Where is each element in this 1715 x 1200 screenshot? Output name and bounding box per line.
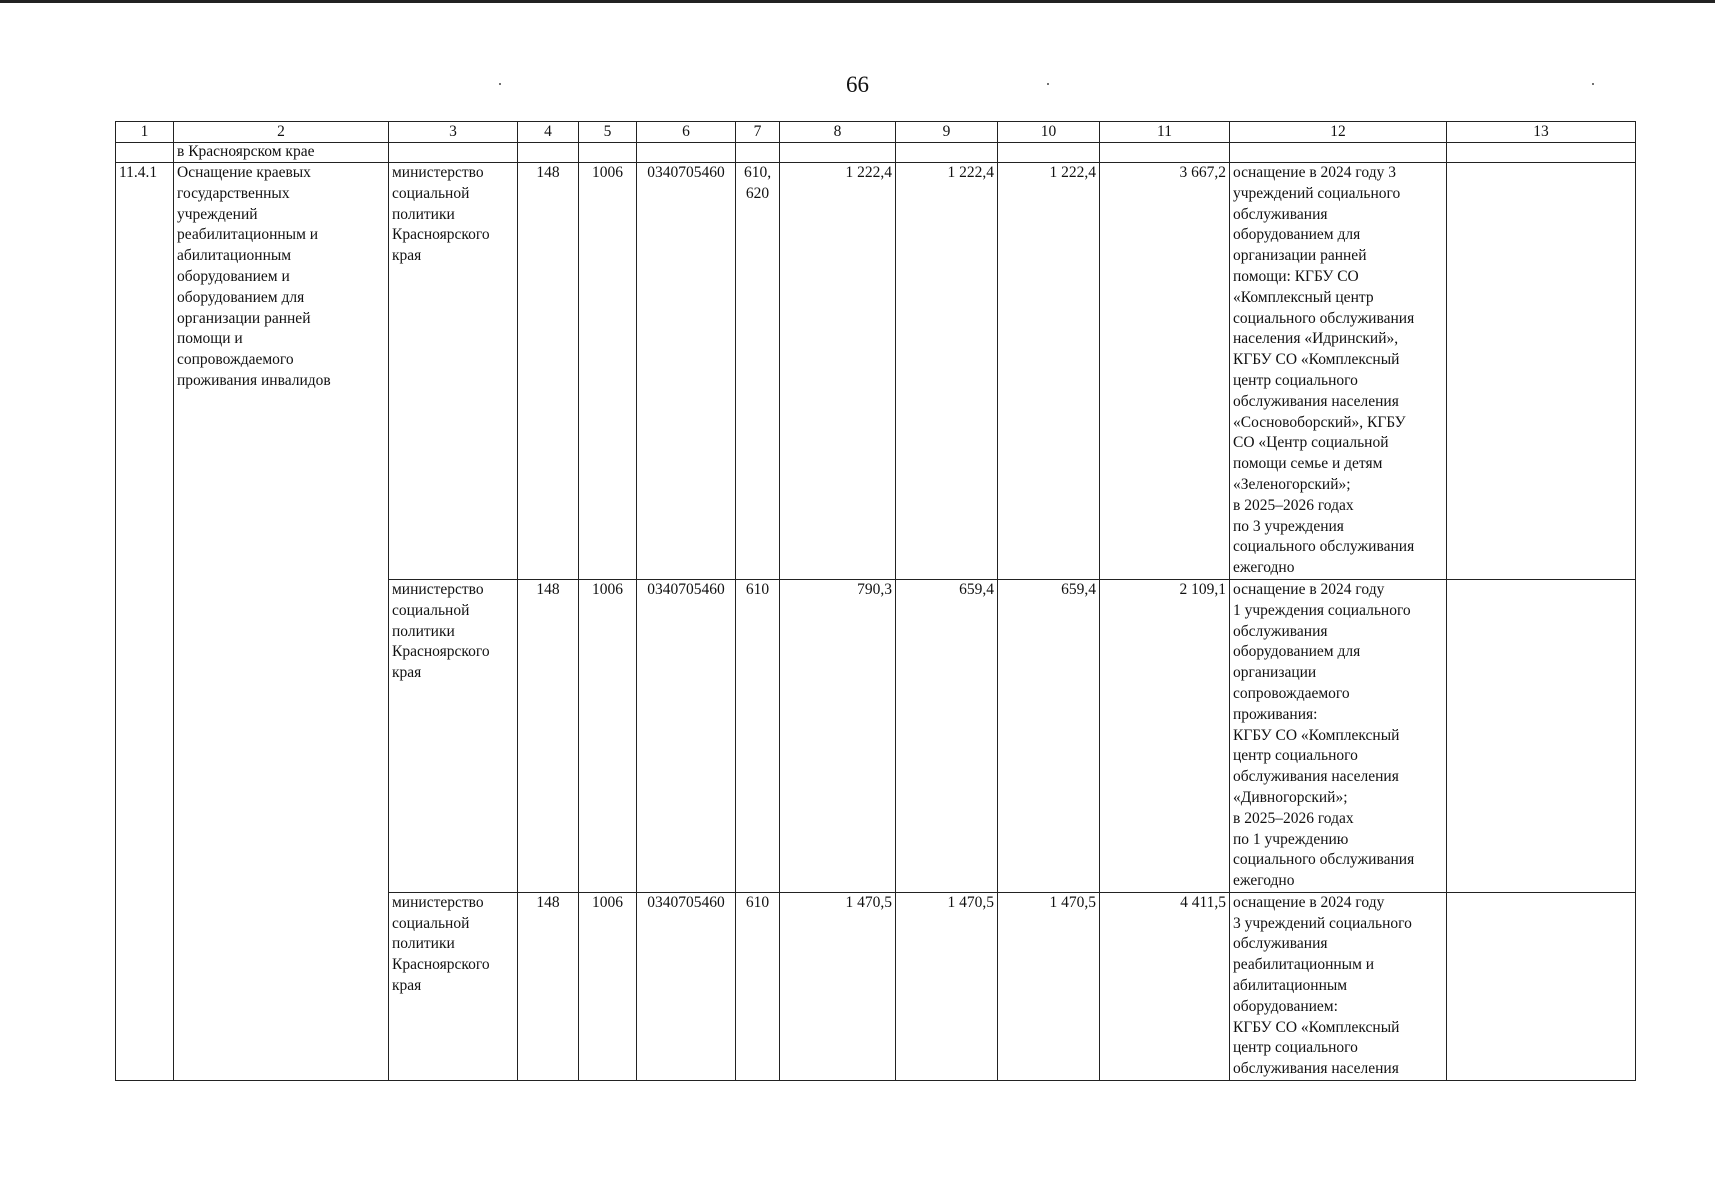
column-header: 10 <box>998 122 1100 143</box>
rzpr-cell: 1006 <box>579 579 637 892</box>
result-cell: оснащение в 2024 году 1 учреждения социального обслуживания оборудованием для организации сопровождаемого проживания: КГБУ СО «Комплексный центр социального обслуживания населения «Дивногорский»; в 2025–2026 годах по 1 учреждению социального обслуживания ежегодно <box>1230 579 1447 892</box>
result-cell: оснащение в 2024 году 3 учреждений социального обслуживания оборудованием для организации ранней помощи: КГБУ СО «Комплексный центр социального обслуживания населения «Идринский», КГБУ СО «Комплексный центр социального обслуживания населения «Сосновоборский», КГБУ СО «Центр социальной помощи семье и детям «Зеленогорский»; в 2025–2026 годах по 3 учреждения социального обслуживания ежегодно <box>1230 163 1447 580</box>
amount-total-cell: 2 109,1 <box>1100 579 1230 892</box>
column-header: 5 <box>579 122 637 143</box>
column-header: 6 <box>637 122 736 143</box>
amount-2024-cell: 1 470,5 <box>780 892 896 1080</box>
page-number: 66 <box>846 72 869 97</box>
csr-cell: 0340705460 <box>637 163 736 580</box>
grbs-cell: 148 <box>518 892 579 1080</box>
column-header: 7 <box>736 122 780 143</box>
column-header: 1 <box>116 122 174 143</box>
column-header: 8 <box>780 122 896 143</box>
column-header: 3 <box>389 122 518 143</box>
executor-cell: министерство социальной политики Красноярского края <box>389 163 518 580</box>
grbs-cell: 148 <box>518 163 579 580</box>
budget-table <box>115 121 1636 1081</box>
rzpr-cell: 1006 <box>579 163 637 580</box>
column-header: 11 <box>1100 122 1230 143</box>
grbs-cell: 148 <box>518 579 579 892</box>
column-header: 9 <box>896 122 998 143</box>
note-cell <box>1447 163 1636 580</box>
amount-2024-cell: 1 222,4 <box>780 163 896 580</box>
amount-2025-cell: 1 470,5 <box>896 892 998 1080</box>
note-cell <box>1447 892 1636 1080</box>
column-header: 2 <box>174 122 389 143</box>
executor-cell: министерство социальной политики Красноярского края <box>389 892 518 1080</box>
column-header: 13 <box>1447 122 1636 143</box>
csr-cell: 0340705460 <box>637 892 736 1080</box>
table-row <box>116 163 1636 580</box>
vr-cell: 610 <box>736 579 780 892</box>
result-cell: оснащение в 2024 году 3 учреждений социального обслуживания реабилитационным и абилитационным оборудованием: КГБУ СО «Комплексный центр социального обслуживания населения <box>1230 892 1447 1080</box>
continuation-text: в Красноярском крае <box>174 143 389 163</box>
vr-cell: 610 <box>736 892 780 1080</box>
vr-cell: 610, 620 <box>736 163 780 580</box>
column-header: 4 <box>518 122 579 143</box>
amount-2025-cell: 659,4 <box>896 579 998 892</box>
amount-2025-cell: 1 222,4 <box>896 163 998 580</box>
executor-cell: министерство социальной политики Красноярского края <box>389 579 518 892</box>
amount-total-cell: 4 411,5 <box>1100 892 1230 1080</box>
amount-total-cell: 3 667,2 <box>1100 163 1230 580</box>
csr-cell: 0340705460 <box>637 579 736 892</box>
amount-2026-cell: 1 222,4 <box>998 163 1100 580</box>
amount-2026-cell: 1 470,5 <box>998 892 1100 1080</box>
rzpr-cell: 1006 <box>579 892 637 1080</box>
item-title: Оснащение краевых государственных учреждений реабилитационным и абилитационным оборудованием и оборудованием для организации ранней помощи и сопровождаемого проживания инвалидов <box>174 163 389 1081</box>
amount-2024-cell: 790,3 <box>780 579 896 892</box>
note-cell <box>1447 579 1636 892</box>
continuation-row <box>116 143 1636 163</box>
amount-2026-cell: 659,4 <box>998 579 1100 892</box>
scan-top-edge <box>0 0 1715 3</box>
column-header: 12 <box>1230 122 1447 143</box>
column-number-row <box>116 122 1636 143</box>
item-number: 11.4.1 <box>116 163 174 1081</box>
